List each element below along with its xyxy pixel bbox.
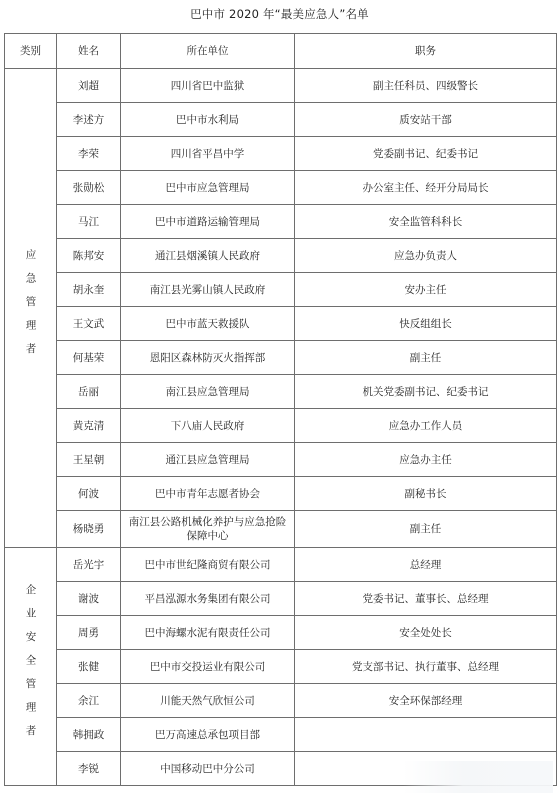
job-cell: 副主任 [295, 341, 557, 375]
category-cell [5, 69, 57, 548]
job-cell: 副主任科员、四级警长 [295, 69, 557, 103]
table-row [5, 103, 557, 137]
table-row [5, 511, 557, 548]
table-row [5, 273, 557, 307]
unit-cell: 巴中市应急管理局 [121, 171, 295, 205]
name-cell: 岳丽 [57, 375, 121, 409]
unit-cell: 巴中市青年志愿者协会 [121, 477, 295, 511]
unit-cell: 中国移动巴中分公司 [121, 752, 295, 786]
name-cell: 韩拥政 [57, 718, 121, 752]
table-row [5, 718, 557, 752]
roster-table [4, 33, 557, 786]
name-cell: 谢波 [57, 582, 121, 616]
name-cell: 张健 [57, 650, 121, 684]
name-cell: 何基荣 [57, 341, 121, 375]
unit-cell: 巴中市道路运输管理局 [121, 205, 295, 239]
job-cell [295, 752, 557, 786]
job-cell: 安全处处长 [295, 616, 557, 650]
name-cell: 周勇 [57, 616, 121, 650]
name-cell: 王文武 [57, 307, 121, 341]
name-cell: 何波 [57, 477, 121, 511]
unit-cell: 巴中市交投运业有限公司 [121, 650, 295, 684]
job-cell: 安全监管科科长 [295, 205, 557, 239]
job-cell: 应急办主任 [295, 443, 557, 477]
table-row [5, 684, 557, 718]
name-cell: 李荣 [57, 137, 121, 171]
name-cell: 李锐 [57, 752, 121, 786]
job-cell [295, 718, 557, 752]
unit-cell: 川能天然气欣恒公司 [121, 684, 295, 718]
name-cell: 余江 [57, 684, 121, 718]
table-row [5, 171, 557, 205]
job-cell: 副秘书长 [295, 477, 557, 511]
table-row [5, 375, 557, 409]
table-row [5, 752, 557, 786]
name-cell: 刘超 [57, 69, 121, 103]
unit-cell: 平昌泓源水务集团有限公司 [121, 582, 295, 616]
name-cell: 王星朝 [57, 443, 121, 477]
unit-cell: 四川省巴中监狱 [121, 69, 295, 103]
table-row [5, 409, 557, 443]
name-cell: 马江 [57, 205, 121, 239]
job-cell: 安全环保部经理 [295, 684, 557, 718]
table-row [5, 205, 557, 239]
category-label: 应急管理者 [24, 249, 37, 367]
unit-cell: 巴中市水利局 [121, 103, 295, 137]
table-row [5, 616, 557, 650]
table-row [5, 443, 557, 477]
unit-cell: 通江县烟溪镇人民政府 [121, 239, 295, 273]
job-cell: 党委副书记、纪委书记 [295, 137, 557, 171]
header-category: 类别 [5, 34, 57, 69]
name-cell: 黄克清 [57, 409, 121, 443]
unit-cell: 巴万高速总承包项目部 [121, 718, 295, 752]
table-row [5, 548, 557, 582]
name-cell: 陈邦安 [57, 239, 121, 273]
name-cell: 张勋松 [57, 171, 121, 205]
header-job: 职务 [295, 34, 557, 69]
job-cell: 办公室主任、经开分局局长 [295, 171, 557, 205]
table-row [5, 341, 557, 375]
category-label: 企业安全管理者 [24, 584, 37, 749]
job-cell: 总经理 [295, 548, 557, 582]
unit-cell: 巴中市世纪隆商贸有限公司 [121, 548, 295, 582]
unit-cell: 下八庙人民政府 [121, 409, 295, 443]
page-title: 巴中市 2020 年“最美应急人”名单 [190, 7, 369, 21]
name-cell: 胡永奎 [57, 273, 121, 307]
unit-cell: 南江县公路机械化养护与应急抢险保障中心 [121, 511, 295, 548]
unit-cell: 巴中海螺水泥有限责任公司 [121, 616, 295, 650]
category-cell [5, 548, 57, 786]
job-cell: 快反组组长 [295, 307, 557, 341]
job-cell: 应急办工作人员 [295, 409, 557, 443]
table-row [5, 137, 557, 171]
unit-cell: 通江县应急管理局 [121, 443, 295, 477]
table-row [5, 477, 557, 511]
unit-cell: 南江县应急管理局 [121, 375, 295, 409]
name-cell: 李述方 [57, 103, 121, 137]
unit-cell: 南江县光雾山镇人民政府 [121, 273, 295, 307]
unit-cell: 巴中市蓝天救援队 [121, 307, 295, 341]
job-cell: 副主任 [295, 511, 557, 548]
table-header-row [5, 34, 557, 69]
table-row [5, 582, 557, 616]
name-cell: 岳光宇 [57, 548, 121, 582]
unit-cell: 四川省平昌中学 [121, 137, 295, 171]
job-cell: 党委书记、董事长、总经理 [295, 582, 557, 616]
table-row [5, 239, 557, 273]
job-cell: 党支部书记、执行董事、总经理 [295, 650, 557, 684]
name-cell: 杨晓勇 [57, 511, 121, 548]
job-cell: 质安站干部 [295, 103, 557, 137]
table-row [5, 69, 557, 103]
job-cell: 应急办负责人 [295, 239, 557, 273]
table-body [5, 69, 557, 786]
header-unit: 所在单位 [121, 34, 295, 69]
job-cell: 机关党委副书记、纪委书记 [295, 375, 557, 409]
header-name: 姓名 [57, 34, 121, 69]
unit-cell: 恩阳区森林防灭火指挥部 [121, 341, 295, 375]
table-row [5, 650, 557, 684]
table-row [5, 307, 557, 341]
job-cell: 安办主任 [295, 273, 557, 307]
